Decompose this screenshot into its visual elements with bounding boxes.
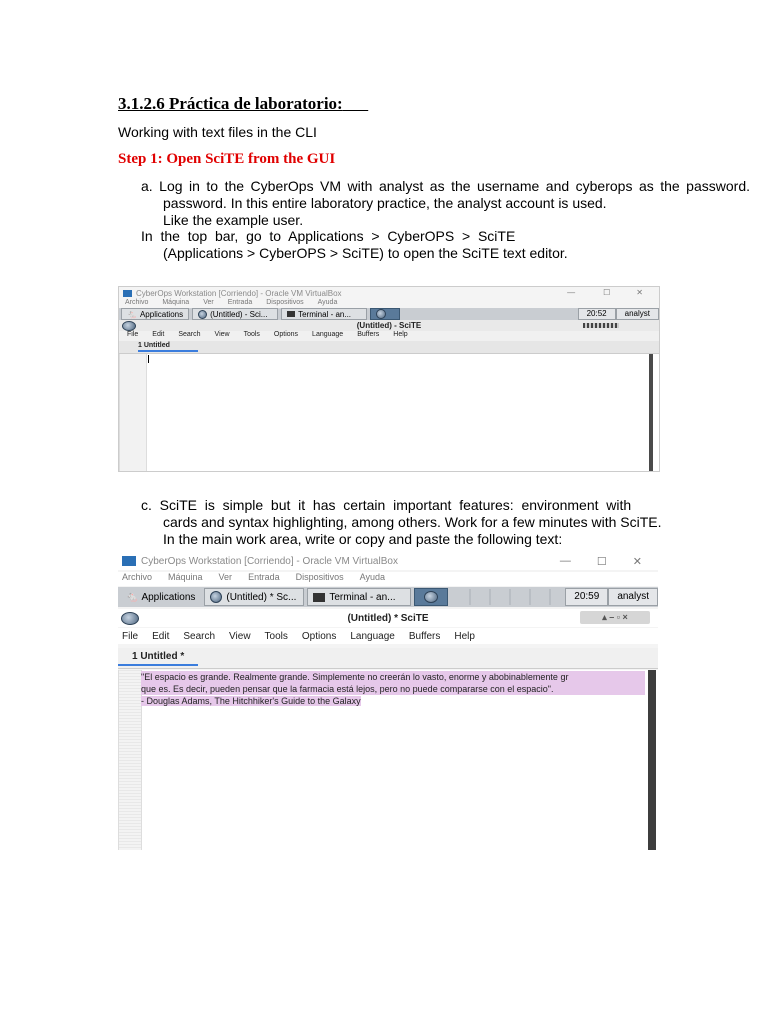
para-a-line2: password. In this entire laboratory practice, the analyst account is used. — [163, 195, 607, 211]
workspace-switcher[interactable] — [370, 308, 400, 320]
clock: 20:59 — [565, 588, 608, 606]
menu-options[interactable]: Options — [301, 630, 337, 642]
scite-tabbar — [119, 341, 659, 354]
task-terminal[interactable] — [307, 588, 411, 606]
virtualbox-icon — [123, 290, 132, 297]
menu-tools[interactable]: Tools — [264, 630, 288, 642]
virtualbox-icon — [122, 556, 136, 566]
scite-window-controls[interactable] — [583, 323, 619, 328]
window-controls — [567, 288, 643, 297]
menu-view[interactable]: View — [229, 630, 251, 642]
vb-menu-maquina[interactable]: Máquina — [168, 572, 203, 582]
menu-search[interactable]: Search — [178, 331, 201, 338]
text-line-3-content: - Douglas Adams, The Hitchhiker's Guide to the Galaxy — [141, 696, 361, 706]
subtitle: Working with text files in the CLI — [118, 124, 317, 140]
section-title: 3.1.2.6 Práctica de laboratorio: — [118, 94, 343, 113]
para-a-line3: Like the example user. — [163, 212, 304, 228]
para-b-line1: In the top bar, go to Applications > CyberOPS > SciTE — [141, 228, 516, 244]
scite-window-icon — [122, 321, 136, 331]
task-scite[interactable] — [204, 588, 304, 606]
scite-titlebar — [119, 320, 659, 331]
minimize-button[interactable]: — — [559, 555, 571, 567]
close-button[interactable]: ✕ — [632, 556, 642, 568]
vb-menu-ayuda[interactable]: Ayuda — [359, 572, 385, 582]
minimize-button[interactable]: — — [567, 288, 576, 297]
globe-icon — [376, 309, 386, 319]
scite-icon — [198, 310, 207, 319]
scite-menubar — [119, 331, 659, 341]
menu-edit[interactable]: Edit — [152, 331, 165, 338]
para-c-line1: c. SciTE is simple but it has certain important features: environment with — [141, 497, 632, 513]
user-menu[interactable]: analyst — [616, 308, 659, 320]
user-menu[interactable]: analyst — [608, 588, 658, 606]
applications-menu[interactable] — [121, 308, 189, 320]
scite-title: (Untitled) * SciTE — [347, 612, 429, 624]
task-scite[interactable] — [192, 308, 278, 320]
virtualbox-title: CyberOps Workstation [Corriendo] - Oracle VM VirtualBox — [136, 288, 342, 298]
menu-buffers[interactable]: Buffers — [408, 630, 441, 642]
menu-buffers[interactable]: Buffers — [357, 331, 380, 338]
menu-view[interactable]: View — [214, 331, 230, 338]
vb-menu-archivo[interactable]: Archivo — [125, 299, 149, 306]
mouse-logo-icon: 🐁 — [126, 591, 139, 603]
applications-label: Applications — [141, 591, 196, 603]
menu-tools[interactable]: Tools — [243, 331, 260, 338]
menu-help[interactable]: Help — [454, 630, 475, 642]
vb-menu-ver[interactable]: Ver — [203, 299, 214, 306]
line-gutter — [119, 670, 142, 850]
mouse-logo-icon: 🐁 — [127, 309, 137, 319]
globe-icon — [424, 591, 438, 603]
vm-taskbar — [119, 308, 659, 320]
text-line-1: "El espacio es grande. Realmente grande. Simplemente no creerán lo vasto, enorme y abobinablemente gr — [141, 671, 645, 683]
vb-menu-entrada[interactable]: Entrada — [227, 299, 253, 306]
menu-search[interactable]: Search — [183, 630, 216, 642]
editor-area[interactable] — [119, 354, 659, 471]
menu-file[interactable]: File — [122, 630, 139, 642]
task-terminal-label: Terminal - an... — [329, 591, 396, 603]
workspace-switcher[interactable] — [414, 588, 448, 606]
tab-untitled[interactable]: 1 Untitled — [138, 342, 198, 352]
vb-menu-archivo[interactable]: Archivo — [122, 572, 153, 582]
vm-taskbar — [118, 587, 658, 607]
close-button[interactable]: ✕ — [636, 288, 643, 297]
para-a-line1: a. Log in to the CyberOps VM with analyst as the username and cyberops as the password. — [141, 178, 750, 194]
task-scite-label: (Untitled) * Sc... — [226, 591, 297, 603]
scite-tabbar — [118, 648, 658, 669]
vb-menu-entrada[interactable]: Entrada — [248, 572, 280, 582]
menu-language[interactable]: Language — [350, 630, 395, 642]
para-c-line2: cards and syntax highlighting, among others. Work for a few minutes with SciTE. — [163, 514, 662, 530]
terminal-icon — [287, 311, 295, 317]
editor-area[interactable] — [118, 670, 658, 850]
task-terminal-label: Terminal - an... — [298, 309, 352, 319]
applications-menu[interactable] — [120, 588, 201, 606]
scite-window-icon — [121, 612, 139, 625]
para-c-line3: In the main work area, write or copy and paste the following text: — [163, 531, 563, 547]
scite-icon — [210, 591, 222, 603]
vb-menu-dispositivos[interactable]: Dispositivos — [266, 299, 304, 306]
window-controls — [560, 555, 642, 568]
menu-language[interactable]: Language — [312, 331, 344, 338]
tab-untitled[interactable]: 1 Untitled * — [118, 651, 198, 666]
menu-file[interactable]: File — [127, 331, 139, 338]
line-gutter — [120, 354, 147, 471]
applications-label: Applications — [139, 309, 184, 319]
para-b-line2: (Applications > CyberOPS > SciTE) to open the SciTE text editor. — [163, 245, 568, 261]
virtualbox-menubar — [118, 572, 658, 586]
text-line-3 — [141, 695, 645, 707]
text-line-2: que es. Es decir, pueden pensar que la farmacia está lejos, pero no puede compararse con el espacio". — [141, 683, 645, 695]
scite-window-controls[interactable]: ▴ – ▫ × — [580, 611, 650, 624]
menu-options[interactable]: Options — [273, 331, 299, 338]
vb-menu-dispositivos[interactable]: Dispositivos — [295, 572, 344, 582]
vb-menu-ver[interactable]: Ver — [218, 572, 233, 582]
terminal-icon — [313, 593, 325, 602]
task-terminal[interactable] — [281, 308, 367, 320]
scite-menubar — [118, 628, 658, 644]
scite-screenshot-2 — [118, 552, 658, 850]
maximize-button[interactable]: ☐ — [596, 556, 607, 568]
taskbar-spacer — [451, 589, 565, 605]
maximize-button[interactable]: ☐ — [603, 288, 611, 297]
virtualbox-title: CyberOps Workstation [Corriendo] - Oracle VM VirtualBox — [141, 555, 398, 567]
menu-help[interactable]: Help — [393, 331, 408, 338]
scite-screenshot-1 — [118, 286, 660, 472]
text-cursor — [148, 355, 149, 363]
scite-title: (Untitled) - SciTE — [356, 321, 422, 330]
scite-titlebar — [118, 609, 658, 627]
vb-menu-maquina[interactable]: Máquina — [162, 299, 190, 306]
task-scite-label: (Untitled) - Sci... — [210, 309, 268, 319]
vertical-scrollbar[interactable] — [648, 670, 656, 850]
menu-edit[interactable]: Edit — [152, 630, 170, 642]
step-1-heading: Step 1: Open SciTE from the GUI — [118, 151, 336, 167]
clock: 20:52 — [578, 308, 616, 320]
editor-text — [141, 671, 645, 707]
vertical-scrollbar[interactable] — [649, 354, 653, 471]
vb-menu-ayuda[interactable]: Ayuda — [317, 299, 338, 306]
